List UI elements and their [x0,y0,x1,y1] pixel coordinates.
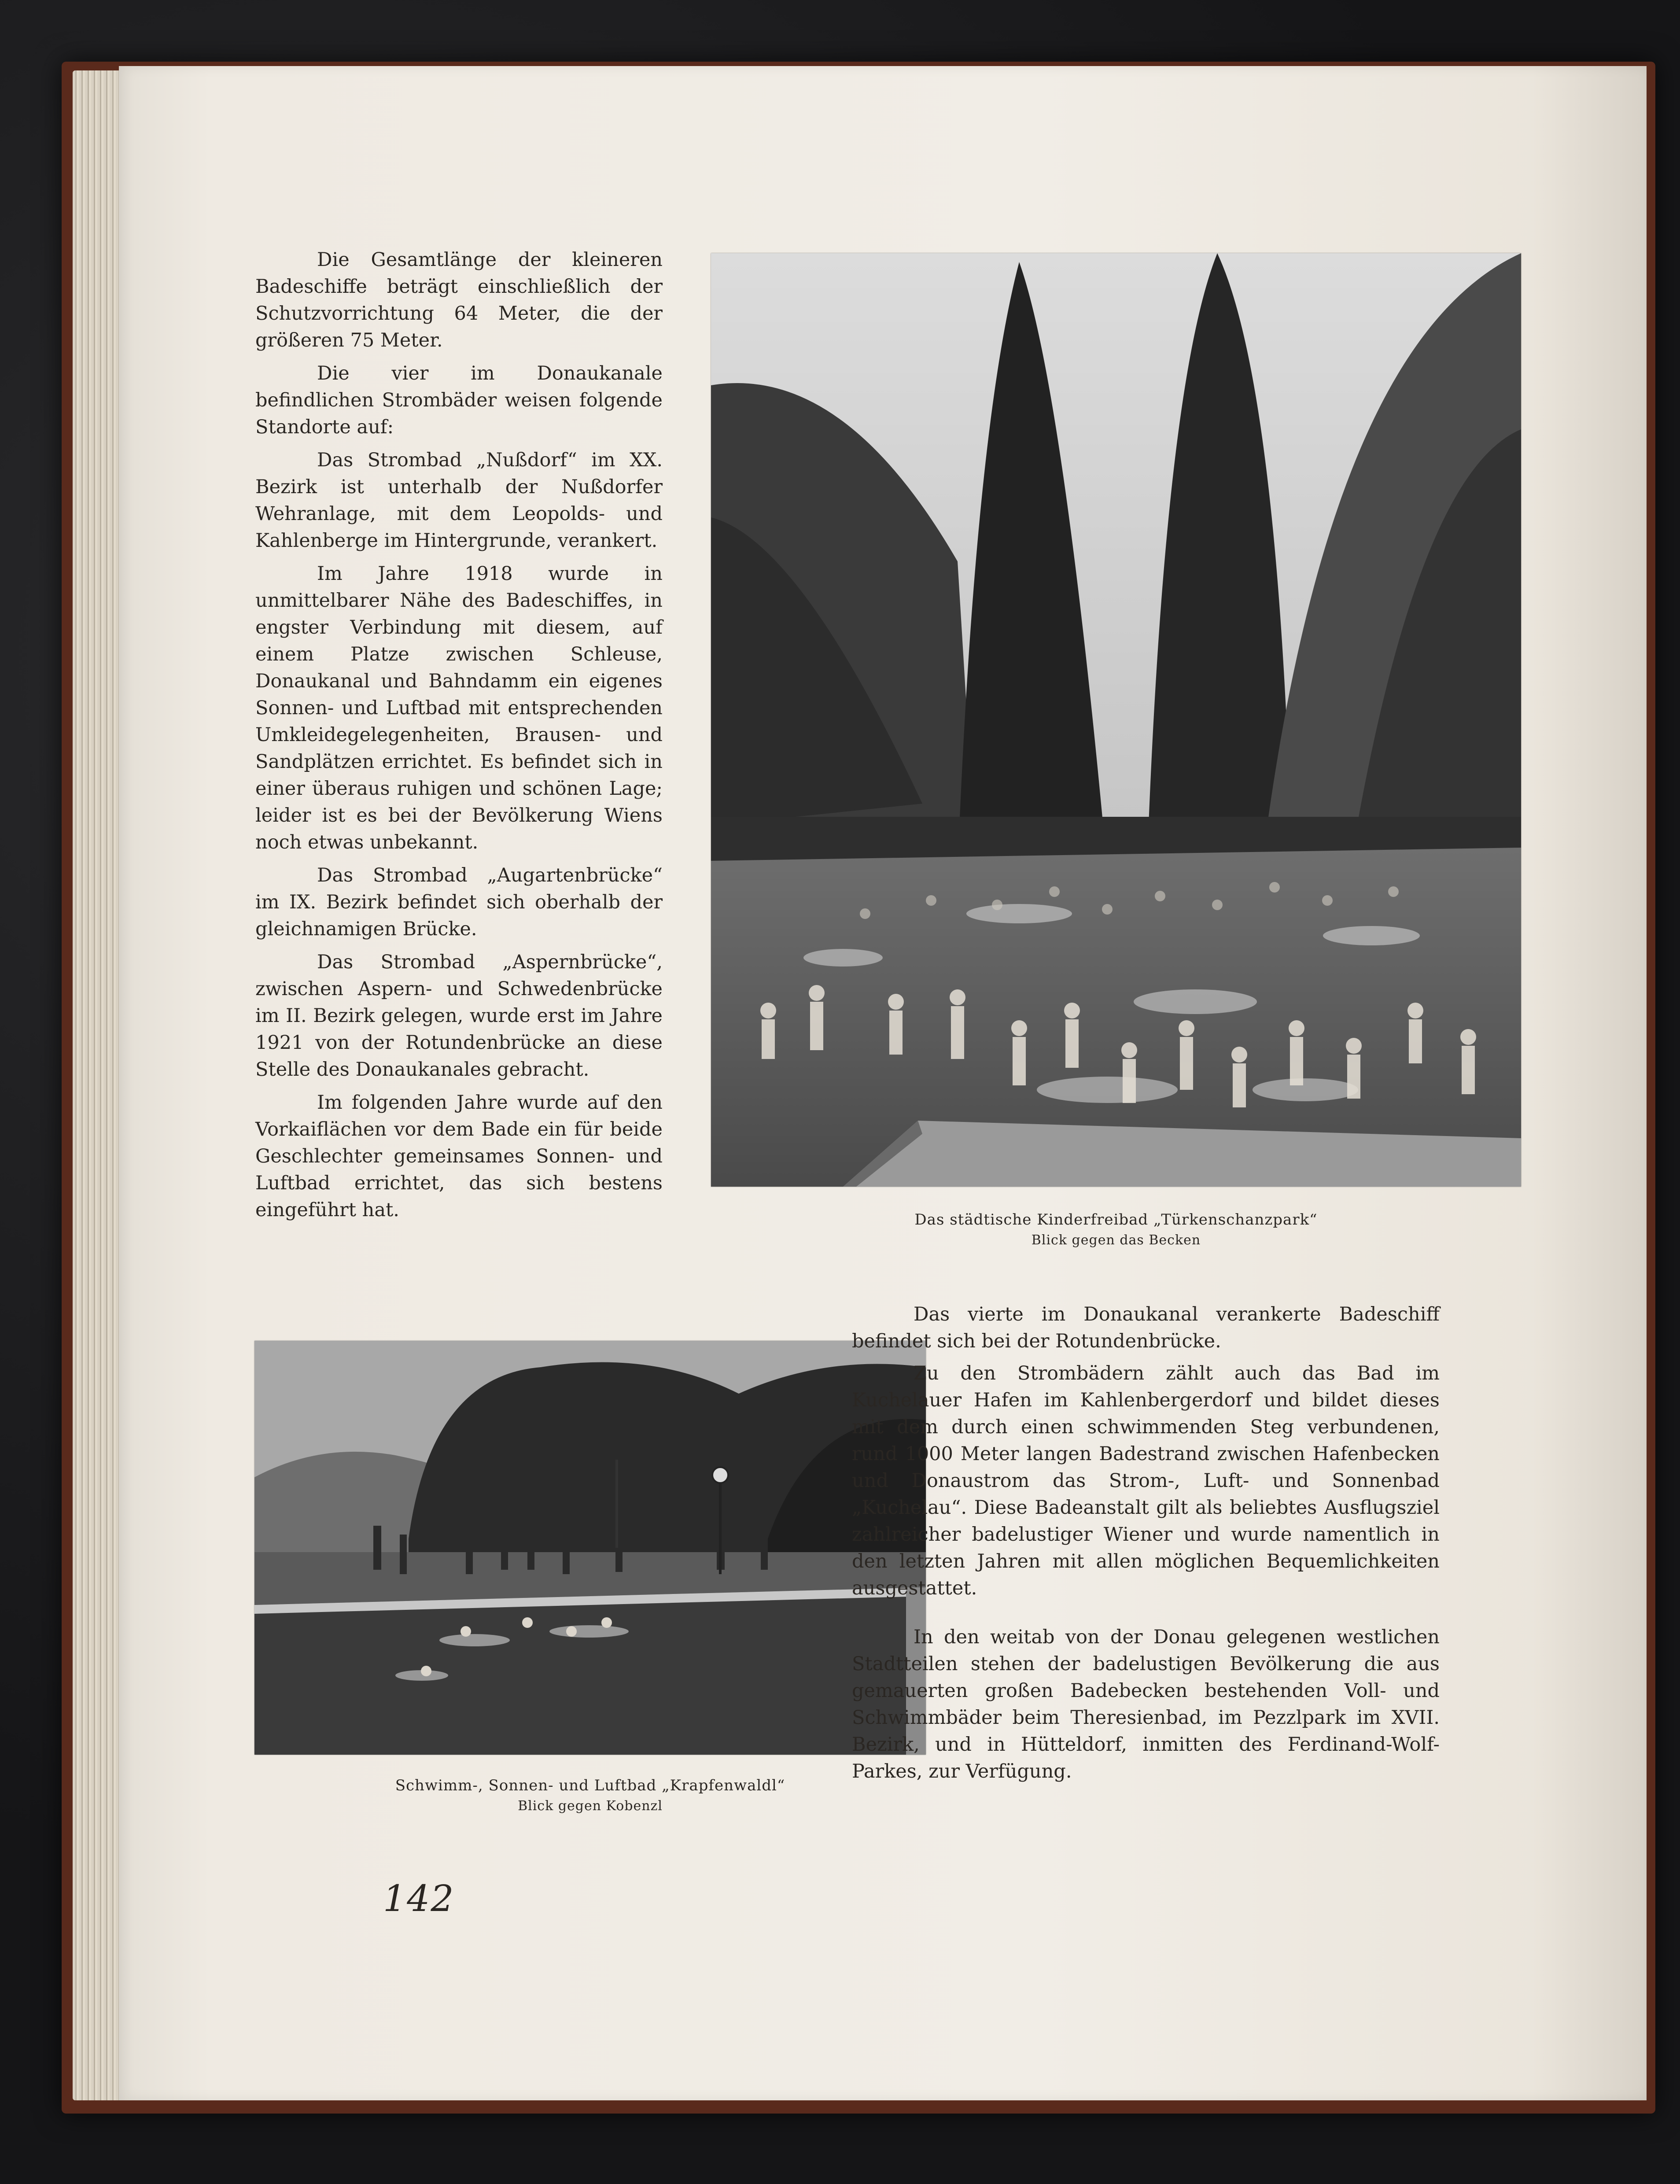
krapfenwaldl-photo [254,1341,926,1755]
paragraph: Das Strombad „Nußdorf“ im XX. Bezirk ist unterhalb der Nußdorfer Wehranlage, mit dem Leopolds- und Kahlenberge im Hintergrunde, verankert. [255,449,663,552]
pool-photo [711,253,1521,1187]
caption-title: Schwimm-, Sonnen- und Luftbad „Krapfenwaldl“ [395,1777,785,1794]
pool-photo-caption [711,1209,1521,1250]
page-number: 142 [383,1878,455,1920]
caption-title: Das städtische Kinderfreibad „Türkenschanzpark“ [914,1211,1318,1228]
pool-photo-image [711,253,1521,1187]
paragraph: Im folgenden Jahre wurde auf den Vorkaiflächen vor dem Bade ein für beide Geschlechter gemeinsames Sonnen- und Luftbad errichtet, das sich bestens eingeführt hat. [255,1092,663,1221]
paragraph: Das vierte im Donaukanal verankerte Badeschiff befindet sich bei der Rotundenbrücke. [852,1303,1440,1352]
krapfenwaldl-photo-caption [254,1774,926,1816]
paragraph: Das Strombad „Aspernbrücke“, zwischen Aspern- und Schwedenbrücke im II. Bezirk gelegen, wurde erst im Jahre 1921 von der Rotundenbrücke an diese Stelle des Donaukanales gebracht. [255,951,663,1081]
paragraph: In den weitab von der Donau gelegenen westlichen Stadtteilen stehen der badelustigen Bevölkerung die aus gemauerten großen Badebecken bestehenden Voll- und Schwimmbäder beim Theresienbad, im Pezzlpark im XVII. Bezirk, und in Hütteldorf, inmitten des Ferdinand-Wolf-Parkes, zur Verfügung. [852,1626,1440,1782]
left-text-column [255,247,663,1230]
page-edges [73,70,125,2100]
right-text-column [852,1301,1440,1807]
caption-subtitle: Blick gegen Kobenzl [518,1798,663,1814]
page-gutter-shadow [1532,66,1647,2100]
paragraph: Das Strombad „Augartenbrücke“ im IX. Bezirk befindet sich oberhalb der gleichnamigen Brücke. [255,864,663,940]
paragraph: Im Jahre 1918 wurde in unmittelbarer Nähe des Badeschiffes, in engster Verbindung mit diesem, auf einem Platze zwischen Schleuse, Donaukanal und Bahndamm ein eigenes Sonnen- und Luftbad mit entsprechenden Umkleidegelegenheiten, Brausen- und Sandplätzen errichtet. Es befindet sich in einer überaus ruhigen und schönen Lage; leider ist es bei der Bevölkerung Wiens noch etwas unbekannt. [255,563,663,853]
paragraph: Die vier im Donaukanale befindlichen Strombäder weisen folgende Standorte auf: [255,362,663,438]
paragraph: Zu den Strombädern zählt auch das Bad im Kuchelauer Hafen im Kahlenbergerdorf und bildet dieses mit dem durch einen schwimmenden Steg verbundenen, rund 1000 Meter langen Badestrand zwischen Hafenbecken und Donaustrom das Strom-, Luft- und Sonnenbad „Kuchelau“. Diese Badeanstalt gilt als beliebtes Ausflugsziel zahlreicher badelustiger Wiener und wurde namentlich in den letzten Jahren mit allen möglichen Bequemlichkeiten ausgestattet. [852,1362,1440,1599]
caption-subtitle: Blick gegen das Becken [1031,1232,1201,1248]
krapfenwaldl-photo-image [254,1341,926,1755]
paragraph: Die Gesamtlänge der kleineren Badeschiffe beträgt einschließlich der Schutzvorrichtung 64 Meter, die der größeren 75 Meter. [255,249,663,351]
